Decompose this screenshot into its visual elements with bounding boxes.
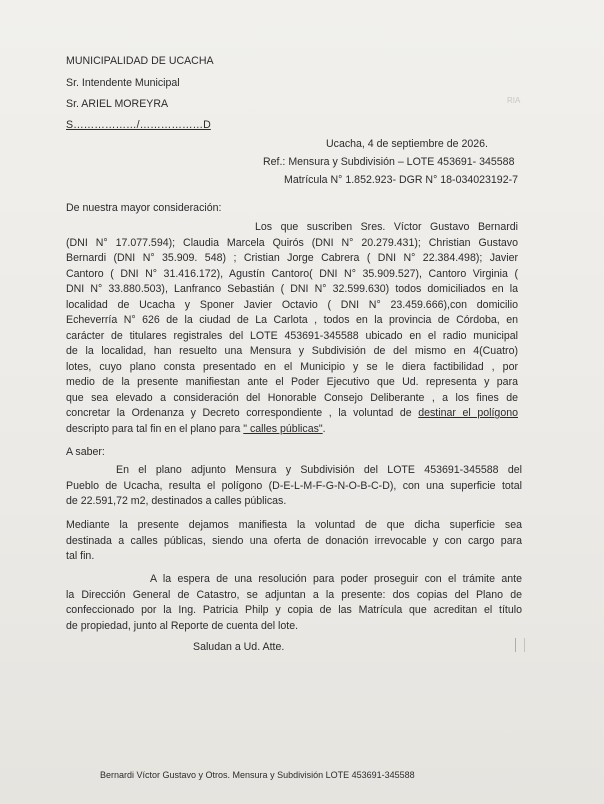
- paragraph-1-line: Cantoro ( DNI N° 31.416.172), Agustín Cantoro( DNI N° 35.909.527), Cantoro Virginia (: [66, 267, 518, 280]
- paragraph-3-line: tal fin.: [66, 550, 95, 562]
- paragraph-4: [66, 572, 522, 634]
- date-line: Ucacha, 4 de septiembre de 2026.: [326, 138, 488, 150]
- paragraph-1: [66, 220, 518, 437]
- paragraph-2: [66, 463, 522, 510]
- paragraph-1-line: Echeverría N° 626 de la ciudad de La Carlota , todos en la provincia de Córdoba, en: [66, 314, 518, 326]
- recipient-line-1: MUNICIPALIDAD DE UCACHA: [66, 55, 214, 67]
- paragraph-1-period: .: [322, 422, 326, 435]
- paragraph-2-line: de 22.591,72 m2, destinados a calles públicas.: [66, 495, 287, 507]
- paragraph-1-line: (DNI N° 17.077.594); Claudia Marcela Quirós (DNI N° 20.279.431); Christian Gustavo: [66, 236, 518, 249]
- paragraph-1-line: DNI N° 33.880.503), Lanfranco Sebastián ( DNI N° 32.599.630) todos domiciliados en la: [66, 283, 518, 295]
- paragraph-4-line: A la espera de una resolución para poder proseguir con el trámite ante: [150, 573, 522, 585]
- pen-mark: [515, 638, 525, 652]
- paragraph-2-line: En el plano adjunto Mensura y Subdivisión del LOTE 453691-345588 del: [116, 464, 522, 476]
- paragraph-4-line: la Dirección General de Catastro, se adjuntan a la presente: dos copias del Plano de: [66, 588, 522, 601]
- paragraph-1-line: Bernardi (DNI N° 35.909. 548) ; Cristian Jorge Cabrera ( DNI N° 22.384.498); Javier: [66, 252, 518, 264]
- paragraph-3-line: Mediante la presente dejamos manifiesta la voluntad de que dicha superficie sea: [66, 519, 522, 531]
- recipient-line-4: S………………/………………D: [66, 119, 211, 131]
- paragraph-1-line: medio de la presente manifiestan ante el Poder Ejecutivo que Ud. representa y para: [66, 376, 518, 388]
- underlined-phrase-calles: " calles públicas": [243, 422, 323, 435]
- paragraph-4-line: confeccionado por la Ing. Patricia Philp y copia de las Matrícula que acreditan el título: [66, 604, 522, 616]
- paragraph-1-line: que sea elevado a consideración del Honorable Consejo Deliberante , a los fines de: [66, 391, 518, 404]
- greeting: De nuestra mayor consideración:: [66, 202, 222, 214]
- paragraph-1-line: carácter de titulares registrales del LOTE 453691-345588 ubicado en el radio municipal: [66, 329, 518, 342]
- underlined-phrase-destinar: destinar el polígono: [418, 407, 518, 419]
- paragraph-1-text: concretar la Ordenanza y Decreto correspondiente , la voluntad de: [66, 407, 412, 419]
- reference-line: Ref.: Mensura y Subdivisión – LOTE 453691- 345588: [263, 156, 515, 168]
- closing-line: Saludan a Ud. Atte.: [193, 641, 285, 653]
- paragraph-1-line: Los que suscriben Sres. Víctor Gustavo Bernardi: [255, 221, 518, 233]
- paragraph-2-line: Pueblo de Ucacha, resulta el polígono (D-E-L-M-F-G-N-O-B-C-D), con una superficie total: [66, 479, 522, 492]
- paragraph-1-line: de la localidad, han resuelto una Mensura y Subdivisión de del mismo en 4(Cuatro): [66, 345, 518, 357]
- matricula-line: Matrícula N° 1.852.923- DGR N° 18-034023192-7: [284, 174, 519, 186]
- paragraph-1-line: lotes, cuyo plano consta presentado en el Municipio y se le diera factibilidad , por: [66, 360, 518, 373]
- a-saber-label: A saber:: [66, 446, 105, 458]
- paragraph-1-line-13: [66, 406, 518, 422]
- paragraph-3-line: destinada a calles públicas, siendo una oferta de donación irrevocable y con cargo para: [66, 534, 522, 547]
- paragraph-1-text: descripto para tal fin en el plano para: [66, 422, 241, 435]
- paragraph-3: [66, 518, 522, 565]
- recipient-line-2: Sr. Intendente Municipal: [66, 77, 180, 89]
- page-footer: Bernardi Víctor Gustavo y Otros. Mensura y Subdivisión LOTE 453691-345588: [100, 770, 415, 780]
- paragraph-1-last-line: [66, 422, 518, 438]
- recipient-line-3: Sr. ARIEL MOREYRA: [66, 98, 169, 110]
- paragraph-1-line: localidad de Ucacha y Sponer Javier Octavio ( DNI N° 23.459.666),con domicilio: [66, 298, 518, 311]
- paragraph-4-line: de propiedad, junto al Reporte de cuenta del lote.: [66, 619, 299, 632]
- faded-stamp: RIA: [507, 96, 521, 105]
